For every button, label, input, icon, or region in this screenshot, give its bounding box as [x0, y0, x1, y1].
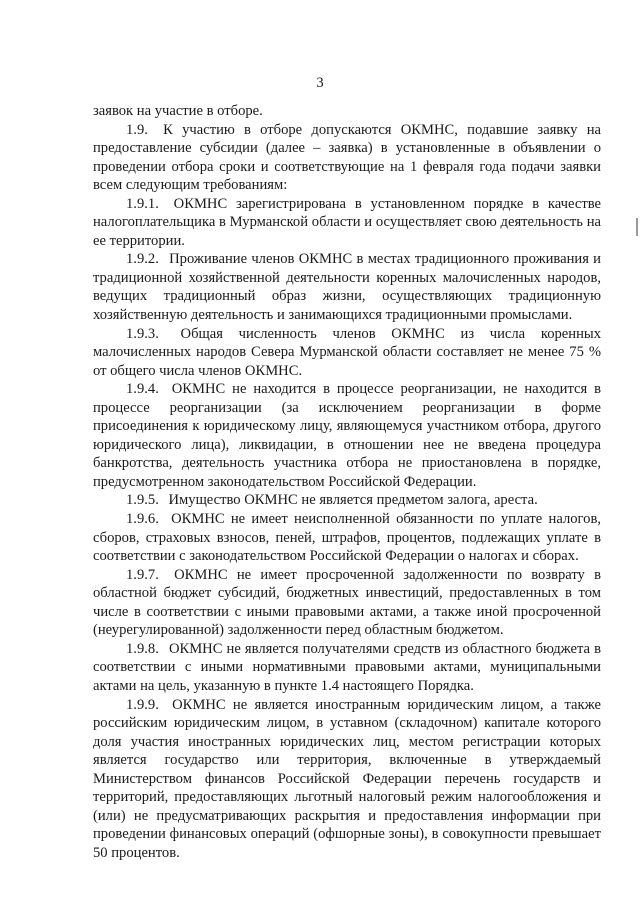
clause-number: 1.9. [126, 121, 148, 138]
paragraph-1-9-5 [93, 491, 601, 510]
paragraph-1-9-6 [93, 510, 601, 566]
paragraph-text: ОКМНС не имеет неисполненной обязанности по уплате налогов, сборов, страховых взносов, пеней, штрафов, процентов, подлежащих уплате в соответствии с законодательством Российской Федерации о налогах и сборах. [93, 511, 601, 565]
paragraph-text: ОКМНС не находится в процессе реорганизации, не находится в процессе реорганизации (за исключением реорганизации в форме присоединения к юридическому лицу, являющемуся участником отбора, другого юридического лица), ликвидации, в отношении нее не введена процедура банкротства, деятельность участника отбора не приостановлена в порядке, предусмотренном законодательством Российской Федерации. [93, 381, 601, 490]
clause-number: 1.9.9. [126, 696, 159, 713]
paragraph-text: ОКМНС не является получателями средств из областного бюджета в соответствии с иными нормативными правовыми актами, муниципальными актами на цель, указанную в пункте 1.4 настоящего Порядка. [93, 640, 601, 694]
paragraph-1-9-8 [93, 640, 601, 696]
paragraph-1-9 [93, 121, 601, 195]
paragraph-1-9-2 [93, 250, 601, 324]
clause-number: 1.9.8. [126, 640, 159, 657]
paragraph-1-9-3 [93, 325, 601, 381]
paragraph-text: ОКМНС не имеет просроченной задолженности по возврату в областной бюджет субсидий, бюджетных инвестиций, предоставленных в том числе в соответствии с иными правовыми актами, а также иной просроченной (неурегулированной) задолженности перед областным бюджетом. [93, 566, 601, 639]
clause-number: 1.9.3. [126, 325, 159, 342]
scan-edge-mark [636, 218, 638, 236]
clause-number: 1.9.1. [126, 195, 159, 212]
paragraph-1-9-9 [93, 696, 601, 863]
page-number: 3 [316, 75, 324, 91]
clause-number: 1.9.5. [126, 492, 159, 509]
paragraph-1-9-4 [93, 380, 601, 491]
paragraph-text: ОКМНС не является иностранным юридическим лицом, а также российским юридическим лицом, в уставном (складочном) капитале которого доля участия иностранных юридических лиц, местом регистрации которых является государство или территория, включенные в утверждаемый Министерством финансов Российской Федерации перечень государств и территорий, предоставляющих льготный налоговый режим налогообложения и (или) не предусматривающих раскрытия и предоставления информации при проведении финансовых операций (офшорные зоны), в совокупности превышает 50 процентов. [93, 696, 601, 861]
paragraph-text: Имущество ОКМНС не является предметом залога, ареста. [168, 492, 538, 509]
clause-number: 1.9.6. [126, 511, 159, 528]
clause-number: 1.9.7. [126, 566, 159, 583]
paragraph-text: К участию в отборе допускаются ОКМНС, подавшие заявку на предоставление субсидии (далее – заявка) в установленные в объявлении о проведении отбора сроки и соответствующие на 1 февраля года подачи заявки всем следующим требованиям: [93, 121, 601, 194]
paragraph-1-9-1 [93, 195, 601, 251]
paragraph-text: Проживание членов ОКМНС в местах традиционного проживания и традиционной хозяйственной деятельности коренных малочисленных народов, ведущих традиционный образ жизни, осуществляющих традиционную хозяйственную деятельность и занимающихся традиционными промыслами. [93, 251, 601, 324]
clause-number: 1.9.2. [126, 251, 159, 268]
document-body [93, 102, 601, 862]
paragraph-continuation [93, 102, 601, 121]
clause-number: 1.9.4. [126, 381, 159, 398]
paragraph-text: Общая численность членов ОКМНС из числа коренных малочисленных народов Севера Мурманской области составляет не менее 75 % от общего числа членов ОКМНС. [93, 325, 601, 379]
paragraph-text: ОКМНС зарегистрирована в установленном порядке в качестве налогоплательщика в Мурманской области и осуществляет свою деятельность на ее территории. [93, 195, 601, 249]
paragraph-1-9-7 [93, 566, 601, 640]
paragraph-text: заявок на участие в отборе. [93, 103, 263, 119]
